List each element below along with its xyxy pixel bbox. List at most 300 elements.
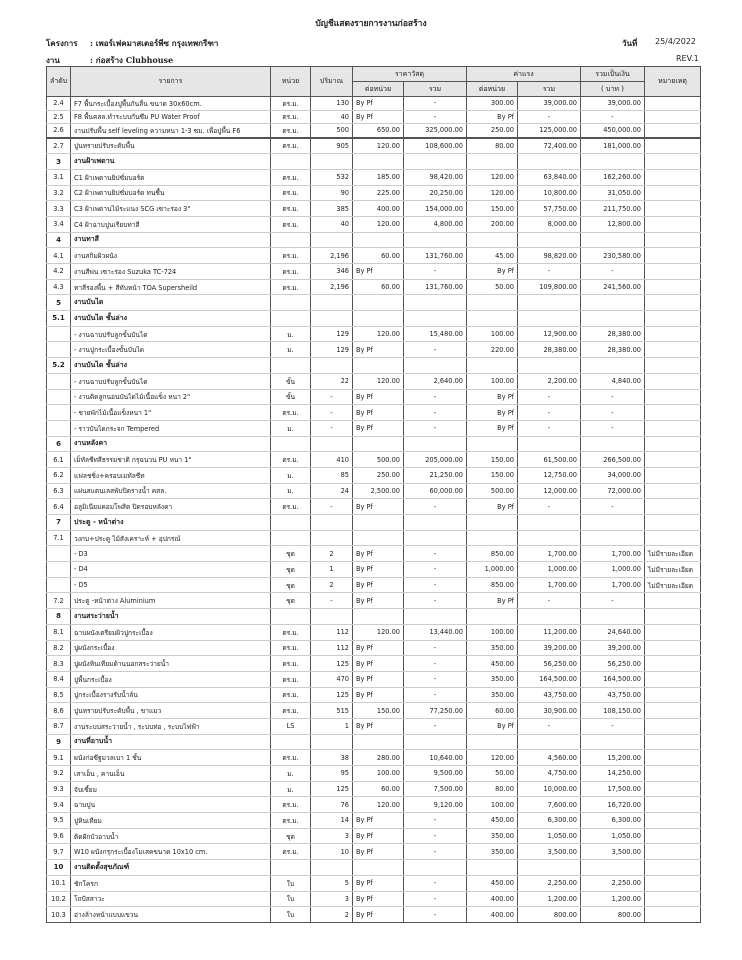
material-sum: - [404, 656, 467, 672]
material-per-unit: 500.00 [353, 452, 404, 468]
item-qty: 40 [311, 110, 353, 124]
labor-per-unit: By Pf [467, 499, 518, 515]
labor-sum: 98,820.00 [518, 248, 581, 264]
item-qty: 40 [311, 216, 353, 232]
header-baht: ( บาท ) [581, 82, 645, 97]
item-description: งานสีพ่น เซาะร่อง Suzuka TC-724 [71, 264, 271, 280]
item-no [47, 577, 71, 593]
item-unit: ตร.ม. [271, 750, 311, 766]
material-sum: - [404, 907, 467, 923]
table-row [47, 201, 701, 217]
item-unit: ตร.ม. [271, 452, 311, 468]
item-qty: 24 [311, 483, 353, 499]
labor-per-unit: 80.00 [467, 781, 518, 797]
table-row [47, 405, 701, 421]
item-unit: ตร.ม. [271, 656, 311, 672]
material-per-unit: 225.00 [353, 185, 404, 201]
item-no: 6 [47, 436, 71, 452]
item-no: 9.3 [47, 781, 71, 797]
table-row [47, 483, 701, 499]
item-unit [271, 232, 311, 248]
labor-per-unit [467, 515, 518, 531]
table-row [47, 640, 701, 656]
labor-per-unit: 850.00 [467, 577, 518, 593]
item-total: 450,000.00 [581, 124, 645, 138]
item-no: 9.2 [47, 766, 71, 782]
item-description: งานติดตั้งสุขภัณฑ์ [71, 860, 271, 876]
item-note [645, 154, 701, 170]
item-total [581, 436, 645, 452]
material-sum [404, 436, 467, 452]
material-per-unit: By Pf [353, 405, 404, 421]
labor-per-unit: 220.00 [467, 342, 518, 358]
labor-sum: 109,800.00 [518, 279, 581, 295]
item-qty: 95 [311, 766, 353, 782]
table-row [47, 875, 701, 891]
table-row [47, 624, 701, 640]
project-value: : เพอร์เฟคมาสเตอร์พีซ กรุงเทพกรีฑา [90, 38, 219, 48]
item-note [645, 718, 701, 734]
material-per-unit [353, 515, 404, 531]
material-sum: - [404, 389, 467, 405]
item-no [47, 342, 71, 358]
labor-per-unit [467, 295, 518, 311]
material-per-unit [353, 734, 404, 750]
item-qty: 125 [311, 687, 353, 703]
material-per-unit: By Pf [353, 718, 404, 734]
item-description: - D5 [71, 577, 271, 593]
labor-per-unit: 300.00 [467, 97, 518, 111]
labor-per-unit: 450.00 [467, 656, 518, 672]
header-no: ลำดับ [47, 67, 71, 97]
item-total: 14,250.00 [581, 766, 645, 782]
item-no: 9.6 [47, 828, 71, 844]
table-row [47, 185, 701, 201]
material-per-unit [353, 295, 404, 311]
labor-per-unit [467, 436, 518, 452]
material-sum: 4,800.00 [404, 216, 467, 232]
item-total: 15,200.00 [581, 750, 645, 766]
item-qty: - [311, 499, 353, 515]
material-per-unit [353, 860, 404, 876]
table-row [47, 452, 701, 468]
table-row [47, 373, 701, 389]
material-per-unit [353, 609, 404, 625]
item-note [645, 420, 701, 436]
item-note [645, 734, 701, 750]
labor-sum: 4,750.00 [518, 766, 581, 782]
item-qty: 346 [311, 264, 353, 280]
labor-per-unit: 400.00 [467, 907, 518, 923]
item-unit: ตร.ม. [271, 279, 311, 295]
item-unit: ตร.ม. [271, 813, 311, 829]
material-sum: - [404, 420, 467, 436]
item-unit: ตร.ม. [271, 499, 311, 515]
item-note [645, 467, 701, 483]
item-total: 266,500.00 [581, 452, 645, 468]
material-per-unit [353, 530, 404, 546]
labor-per-unit: 45.00 [467, 248, 518, 264]
item-note [645, 358, 701, 374]
item-unit [271, 609, 311, 625]
item-unit: ม. [271, 483, 311, 499]
item-total: 39,000.00 [581, 97, 645, 111]
item-note [645, 97, 701, 111]
table-row [47, 844, 701, 860]
table-row [47, 264, 701, 280]
item-unit: ตร.ม. [271, 216, 311, 232]
labor-sum: - [518, 593, 581, 609]
section-row [47, 609, 701, 625]
material-sum: 325,000.00 [404, 124, 467, 138]
item-no: 3.4 [47, 216, 71, 232]
item-note [645, 640, 701, 656]
material-per-unit: By Pf [353, 671, 404, 687]
table-row [47, 828, 701, 844]
material-sum: - [404, 891, 467, 907]
material-per-unit [353, 436, 404, 452]
labor-per-unit [467, 734, 518, 750]
item-qty [311, 734, 353, 750]
table-row [47, 138, 701, 154]
header-labor: ค่าแรง [467, 67, 581, 82]
table-row [47, 577, 701, 593]
item-description: ติดฝักบัวอาบน้ำ [71, 828, 271, 844]
item-description: ฉาบปูน [71, 797, 271, 813]
material-per-unit: By Pf [353, 828, 404, 844]
item-description: งานระบบสระว่ายน้ำ , ระบบท่อ , ระบบไฟฟ้า [71, 718, 271, 734]
material-per-unit: By Pf [353, 562, 404, 578]
item-total [581, 295, 645, 311]
date-label: วันที่ [622, 38, 638, 48]
item-total [581, 609, 645, 625]
material-per-unit: 60.00 [353, 781, 404, 797]
header-material-per-unit: ต่อหน่วย [353, 82, 404, 97]
item-no [47, 546, 71, 562]
item-note [645, 703, 701, 719]
item-total: 241,560.00 [581, 279, 645, 295]
item-unit: ชุด [271, 593, 311, 609]
table-row [47, 110, 701, 124]
item-total: 2,250.00 [581, 875, 645, 891]
labor-sum: - [518, 420, 581, 436]
item-unit: ชุด [271, 562, 311, 578]
labor-sum: 57,750.00 [518, 201, 581, 217]
item-note [645, 326, 701, 342]
item-qty [311, 295, 353, 311]
item-unit [271, 154, 311, 170]
item-qty: 85 [311, 467, 353, 483]
item-total [581, 154, 645, 170]
labor-sum: 39,200.00 [518, 640, 581, 656]
labor-per-unit: 450.00 [467, 875, 518, 891]
item-qty [311, 436, 353, 452]
item-note [645, 483, 701, 499]
table-row [47, 499, 701, 515]
material-sum [404, 311, 467, 327]
item-unit: ม. [271, 342, 311, 358]
item-unit [271, 734, 311, 750]
item-note: ไม่มีรายละเอียด [645, 577, 701, 593]
labor-per-unit: By Pf [467, 110, 518, 124]
material-per-unit: By Pf [353, 891, 404, 907]
labor-per-unit: 150.00 [467, 452, 518, 468]
item-description: วงกบ+ประตู ไม้สังเคราะห์ + อุปกรณ์ [71, 530, 271, 546]
item-note [645, 452, 701, 468]
item-description: ประตู - หน้าต่าง [71, 515, 271, 531]
labor-per-unit: 150.00 [467, 201, 518, 217]
item-qty [311, 154, 353, 170]
item-description: F7 พื้นกระเบื้องปูพื้นกันลื่น ขนาด 30x60cm. [71, 97, 271, 111]
item-qty: 129 [311, 342, 353, 358]
item-note [645, 813, 701, 829]
item-no: 6.2 [47, 467, 71, 483]
item-unit: ตร.ม. [271, 264, 311, 280]
table-row [47, 97, 701, 111]
item-total: 1,200.00 [581, 891, 645, 907]
item-note [645, 405, 701, 421]
material-sum: 21,250.00 [404, 467, 467, 483]
item-description: งานบันได ชั้นล่าง [71, 311, 271, 327]
labor-per-unit: 200.00 [467, 216, 518, 232]
labor-sum: 63,840.00 [518, 169, 581, 185]
labor-per-unit: 250.00 [467, 124, 518, 138]
labor-sum: 72,400.00 [518, 138, 581, 154]
item-total: 28,380.00 [581, 326, 645, 342]
material-per-unit: By Pf [353, 342, 404, 358]
item-qty [311, 232, 353, 248]
section-row [47, 311, 701, 327]
table-row [47, 530, 701, 546]
material-per-unit: By Pf [353, 110, 404, 124]
item-unit: ตร.ม. [271, 797, 311, 813]
item-total: 17,500.00 [581, 781, 645, 797]
item-description: งานสระว่ายน้ำ [71, 609, 271, 625]
item-note [645, 797, 701, 813]
material-per-unit: 60.00 [353, 279, 404, 295]
revision-label: REV.1 [676, 54, 699, 63]
labor-per-unit: 60.00 [467, 703, 518, 719]
item-total: 28,380.00 [581, 342, 645, 358]
item-unit: LS [271, 718, 311, 734]
item-total: - [581, 110, 645, 124]
material-sum: - [404, 593, 467, 609]
item-no: 3.1 [47, 169, 71, 185]
table-row [47, 216, 701, 232]
item-qty [311, 860, 353, 876]
labor-per-unit [467, 232, 518, 248]
item-no: 2.7 [47, 138, 71, 154]
item-note [645, 687, 701, 703]
material-per-unit [353, 232, 404, 248]
item-note [645, 342, 701, 358]
item-note [645, 515, 701, 531]
item-note [645, 248, 701, 264]
labor-per-unit [467, 154, 518, 170]
item-description: งานฝ้าเพดาน [71, 154, 271, 170]
labor-per-unit: 350.00 [467, 844, 518, 860]
labor-per-unit: 350.00 [467, 687, 518, 703]
item-description: งานที่อาบน้ำ [71, 734, 271, 750]
item-note [645, 138, 701, 154]
item-unit: ม. [271, 766, 311, 782]
item-qty: 3 [311, 891, 353, 907]
item-total: 1,000.00 [581, 562, 645, 578]
item-total: 16,720.00 [581, 797, 645, 813]
item-note: ไม่มีรายละเอียด [645, 562, 701, 578]
material-sum: 205,000.00 [404, 452, 467, 468]
item-qty: 22 [311, 373, 353, 389]
material-sum: - [404, 499, 467, 515]
material-sum: - [404, 264, 467, 280]
item-description: ชักโครก [71, 875, 271, 891]
material-per-unit: 100.00 [353, 766, 404, 782]
item-note [645, 875, 701, 891]
material-per-unit: 120.00 [353, 373, 404, 389]
labor-sum: 1,700.00 [518, 577, 581, 593]
section-row [47, 860, 701, 876]
item-note [645, 389, 701, 405]
item-qty: - [311, 420, 353, 436]
labor-per-unit: 50.00 [467, 279, 518, 295]
header-material-sum: รวม [404, 82, 467, 97]
labor-per-unit: 50.00 [467, 766, 518, 782]
item-no: 5 [47, 295, 71, 311]
labor-per-unit [467, 860, 518, 876]
item-note [645, 781, 701, 797]
item-no: 4 [47, 232, 71, 248]
material-sum: - [404, 342, 467, 358]
material-per-unit: 120.00 [353, 326, 404, 342]
item-total [581, 515, 645, 531]
item-unit: ตร.ม. [271, 110, 311, 124]
item-no: 9.7 [47, 844, 71, 860]
table-row [47, 656, 701, 672]
item-unit: ชุด [271, 546, 311, 562]
item-total: 72,000.00 [581, 483, 645, 499]
material-sum: 9,120.00 [404, 797, 467, 813]
material-sum: 77,250.00 [404, 703, 467, 719]
item-no: 4.3 [47, 279, 71, 295]
table-row [47, 766, 701, 782]
item-no [47, 420, 71, 436]
item-description: C3 ฝ้าเพดานไม้ระแนง SCG เซาะร่อง 3" [71, 201, 271, 217]
item-qty: 5 [311, 875, 353, 891]
item-qty: 2 [311, 546, 353, 562]
header-labor-sum: รวม [518, 82, 581, 97]
labor-sum: 10,800.00 [518, 185, 581, 201]
labor-sum [518, 515, 581, 531]
material-per-unit: 120.00 [353, 624, 404, 640]
item-unit: ม. [271, 420, 311, 436]
material-per-unit: By Pf [353, 593, 404, 609]
item-total [581, 358, 645, 374]
table-row [47, 671, 701, 687]
material-sum: - [404, 546, 467, 562]
item-total: 108,150.00 [581, 703, 645, 719]
item-unit [271, 311, 311, 327]
item-total: 24,640.00 [581, 624, 645, 640]
item-total: 31,050.00 [581, 185, 645, 201]
material-per-unit: 150.00 [353, 703, 404, 719]
labor-sum: - [518, 389, 581, 405]
material-sum [404, 295, 467, 311]
material-per-unit: 120.00 [353, 216, 404, 232]
item-note [645, 609, 701, 625]
item-no: 8 [47, 609, 71, 625]
item-total [581, 232, 645, 248]
labor-sum: 6,300.00 [518, 813, 581, 829]
item-note [645, 373, 701, 389]
item-note [645, 185, 701, 201]
item-unit: ตร.ม. [271, 169, 311, 185]
labor-per-unit: 120.00 [467, 185, 518, 201]
material-sum: 131,760.00 [404, 279, 467, 295]
material-sum: - [404, 828, 467, 844]
item-total: - [581, 420, 645, 436]
header-unit: หน่วย [271, 67, 311, 97]
item-description: งานปรับพื้น self leveling ความหนา 1-3 ซม. เพื่อปูพื้น F6 [71, 124, 271, 138]
item-description: ปูผนังหินเทียมด้านนอกสระว่ายน้ำ [71, 656, 271, 672]
labor-sum: 1,000.00 [518, 562, 581, 578]
item-description: - งานติดลูกนอนบันไดไม้เนื้อแข็ง หนา 2" [71, 389, 271, 405]
item-qty: 90 [311, 185, 353, 201]
item-no: 9 [47, 734, 71, 750]
item-total: - [581, 593, 645, 609]
material-per-unit [353, 358, 404, 374]
material-per-unit: By Pf [353, 264, 404, 280]
item-no: 2.6 [47, 124, 71, 138]
item-note [645, 436, 701, 452]
table-row [47, 169, 701, 185]
labor-sum: 1,700.00 [518, 546, 581, 562]
section-row [47, 436, 701, 452]
item-qty [311, 530, 353, 546]
material-sum: 9,500.00 [404, 766, 467, 782]
table-row [47, 546, 701, 562]
material-sum: 2,640.00 [404, 373, 467, 389]
table-row [47, 248, 701, 264]
item-description: - D4 [71, 562, 271, 578]
item-unit [271, 860, 311, 876]
labor-sum [518, 311, 581, 327]
item-description: C2 ฝ้าเพดานยิปซั่มบอร์ด ทนชื้น [71, 185, 271, 201]
item-unit: ตร.ม. [271, 844, 311, 860]
item-note: ไม่มีรายละเอียด [645, 546, 701, 562]
item-no: 10.3 [47, 907, 71, 923]
item-no: 5.1 [47, 311, 71, 327]
item-unit: ชุด [271, 828, 311, 844]
item-note [645, 530, 701, 546]
item-no: 8.4 [47, 671, 71, 687]
item-unit: ตร.ม. [271, 248, 311, 264]
labor-per-unit [467, 358, 518, 374]
item-total: - [581, 264, 645, 280]
item-unit [271, 436, 311, 452]
item-total: - [581, 405, 645, 421]
labor-sum [518, 154, 581, 170]
labor-sum: 2,200.00 [518, 373, 581, 389]
table-row [47, 750, 701, 766]
item-total: 39,200.00 [581, 640, 645, 656]
labor-per-unit: 80.00 [467, 138, 518, 154]
item-unit: ตร.ม. [271, 624, 311, 640]
material-per-unit: By Pf [353, 687, 404, 703]
labor-sum [518, 860, 581, 876]
material-per-unit: By Pf [353, 546, 404, 562]
labor-per-unit: By Pf [467, 264, 518, 280]
item-no: 2.4 [47, 97, 71, 111]
